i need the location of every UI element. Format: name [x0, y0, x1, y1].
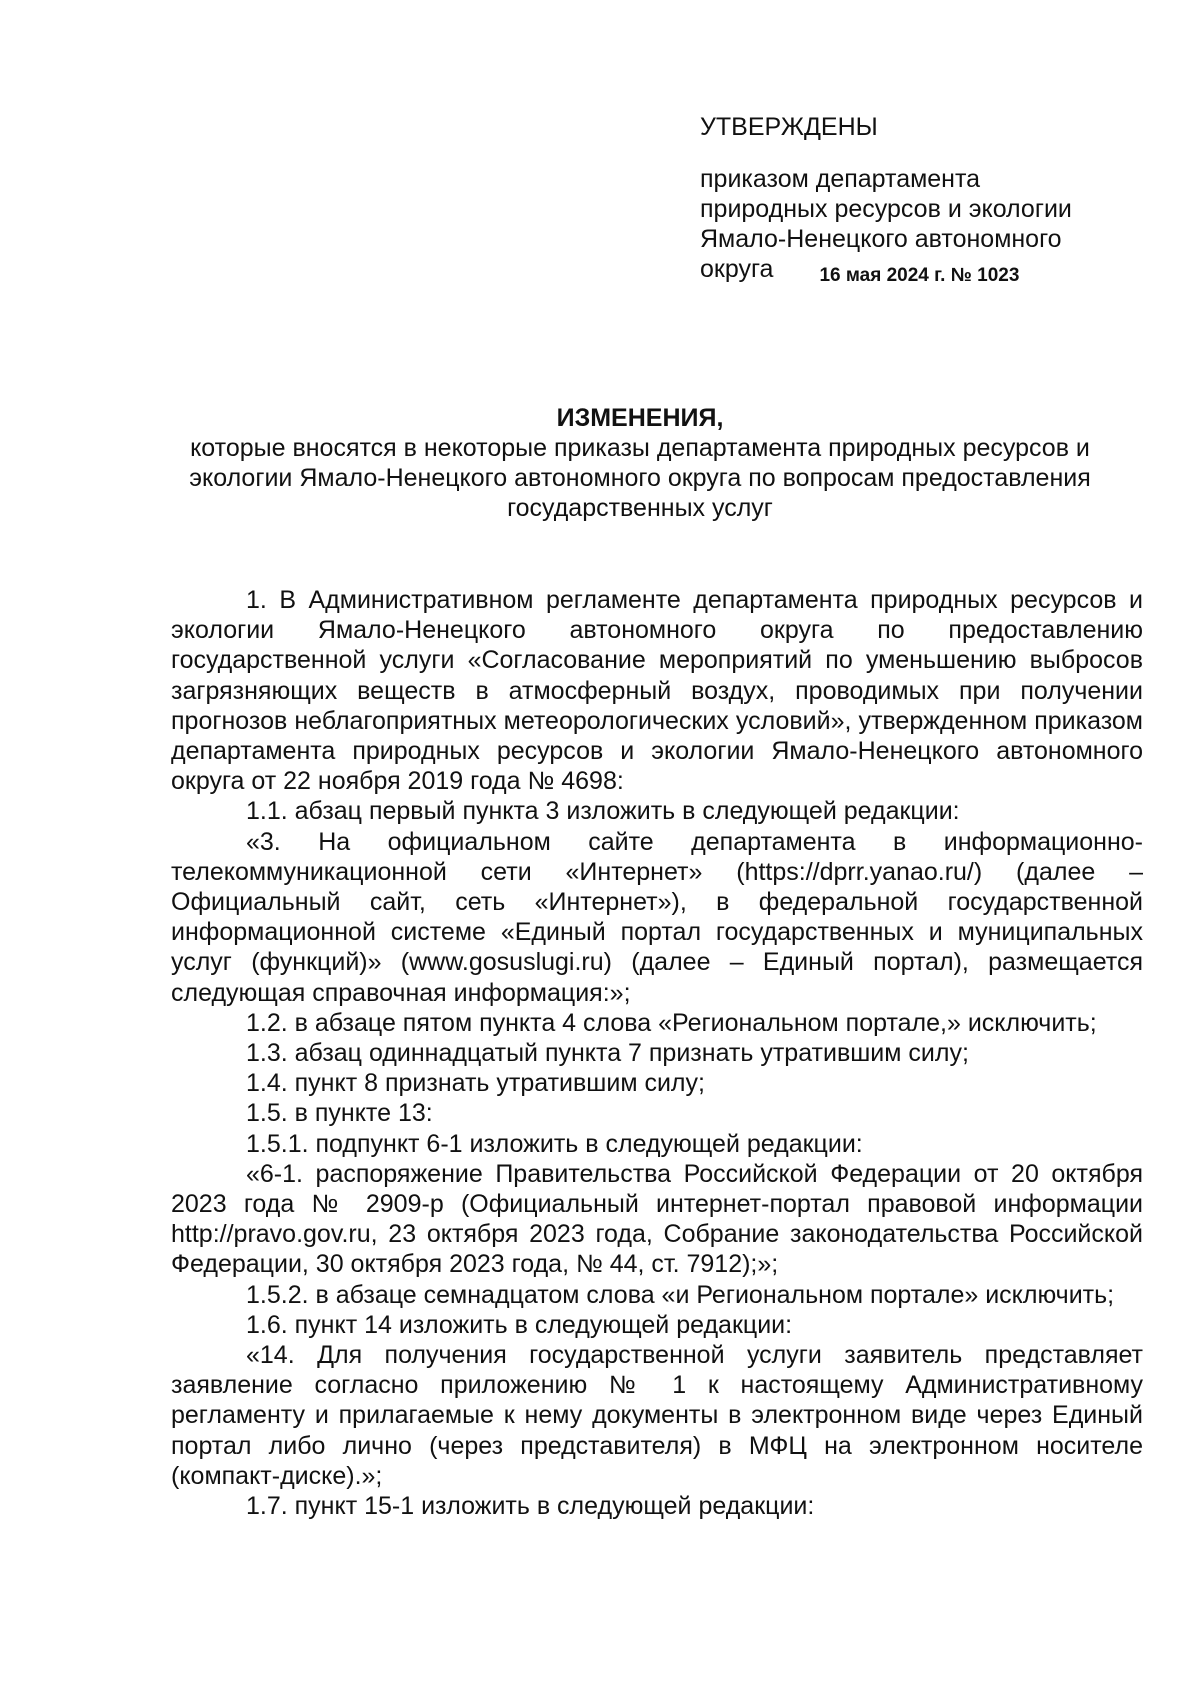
- approval-block: [700, 112, 1170, 287]
- body-paragraph: 1.5.2. в абзаце семнадцатом слова «и Региональном портале» исключить;: [246, 1280, 1115, 1309]
- body-paragraph: «3. На официальном сайте департамента в информационно-телекоммуникационной сети «Интернет» (https://dprr.yanao.ru/) (далее – Официальный сайт, сеть «Интернет»), в федеральной государственной информационной системе «Единый портал государственных и муниципальных услуг (функций)» (www.gosuslugi.ru) (далее – Единый портал), размещается следующая справочная информация:»;: [171, 827, 1143, 1007]
- approval-line: природных ресурсов и экологии: [700, 195, 1072, 223]
- approval-line: Ямало-Ненецкого автономного: [700, 225, 1062, 253]
- document-subtitle: которые вносятся в некоторые приказы департамента природных ресурсов и экологии Ямало-Ненецкого автономного округа по вопросам предоставления государственных услуг: [189, 434, 1091, 522]
- body-paragraph: 1.6. пункт 14 изложить в следующей редакции:: [246, 1310, 793, 1339]
- body-paragraph: 1.7. пункт 15-1 изложить в следующей редакции:: [246, 1492, 815, 1521]
- body-paragraph: 1.5. в пункте 13:: [246, 1099, 433, 1128]
- body-paragraph: 1.3. абзац одиннадцатый пункта 7 признать утратившим силу;: [246, 1039, 969, 1068]
- body-paragraph: 1.4. пункт 8 признать утратившим силу;: [246, 1069, 705, 1098]
- body-paragraph: 1.1. абзац первый пункта 3 изложить в следующей редакции:: [246, 797, 960, 826]
- document-title: ИЗМЕНЕНИЯ,: [556, 404, 724, 432]
- approval-line-with-date: [700, 254, 1170, 287]
- body-paragraph: 1.5.1. подпункт 6-1 изложить в следующей редакции:: [246, 1129, 863, 1158]
- order-date-number: 16 мая 2024 г. № 1023: [819, 265, 1020, 286]
- document-heading: [140, 403, 1140, 523]
- body-paragraph: 1.2. в абзаце пятом пункта 4 слова «Региональном портале,» исключить;: [246, 1008, 1097, 1037]
- approval-line: приказом департамента: [700, 165, 981, 193]
- document-body: [171, 585, 1143, 1521]
- body-paragraph: 1. В Административном регламенте департамента природных ресурсов и экологии Ямало-Ненецкого автономного округа по предоставлению государственной услуги «Согласование мероприятий по уменьшению выбросов загрязняющих веществ в атмосферный воздух, проводимых при получении прогнозов неблагоприятных метеорологических условий», утвержденном приказом департамента природных ресурсов и экологии Ямало-Ненецкого автономного округа от 22 ноября 2019 года № 4698:: [171, 586, 1143, 796]
- body-paragraph: «14. Для получения государственной услуги заявитель представляет заявление согласно приложению № 1 к настоящему Административному регламенту и прилагаемые к нему документы в электронном виде через Единый портал либо лично (через представителя) в МФЦ на электронном носителе (компакт-диске).»;: [171, 1341, 1143, 1490]
- approval-heading: УТВЕРЖДЕНЫ: [700, 113, 878, 141]
- body-paragraph: «6-1. распоряжение Правительства Российской Федерации от 20 октября 2023 года № 2909-р (Официальный интернет-портал правовой информации http://pravo.gov.ru, 23 октября 2023 года, Собрание законодательства Российской Федерации, 30 октября 2023 года, № 44, ст. 7912);»;: [171, 1159, 1143, 1279]
- approval-line: округа: [700, 255, 774, 283]
